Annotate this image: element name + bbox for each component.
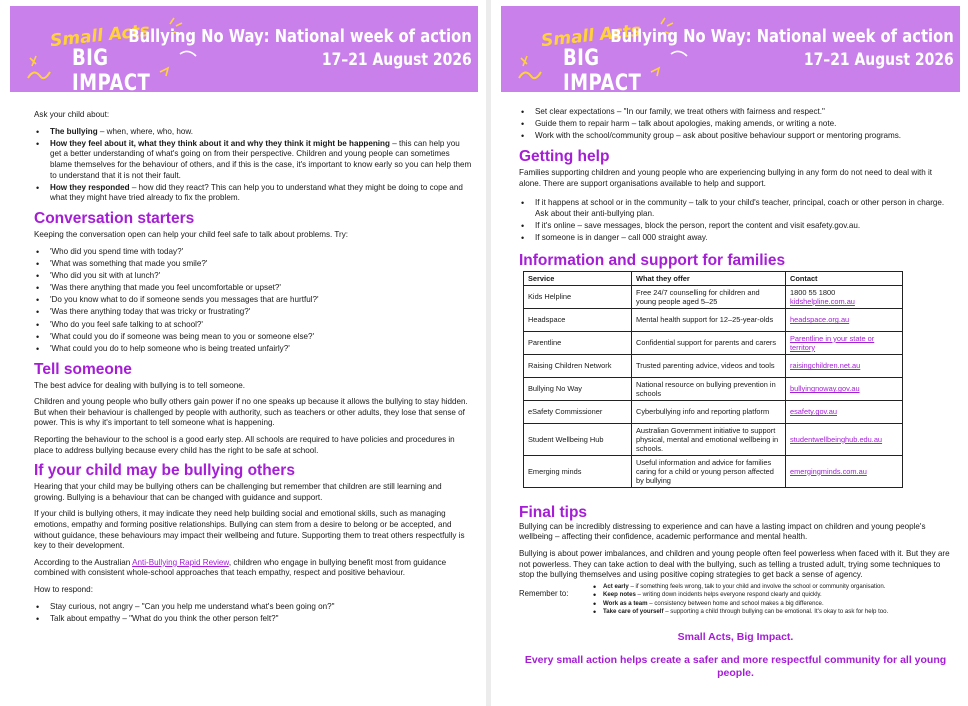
service-name: Bullying No Way: [524, 377, 632, 400]
services-table: [523, 271, 903, 488]
tell-paragraph-1: The best advice for dealing with bullying is to tell someone.: [34, 380, 246, 390]
getting-help-list: [519, 198, 952, 244]
list-item: • 'Was there anything today that was tricky or frustrating?': [34, 307, 472, 318]
service-name: eSafety Commissioner: [524, 400, 632, 423]
service-name: Kids Helpline: [524, 285, 632, 308]
tips-paragraph-2: Bullying is about power imbalances, and children and young people often feel powerless when faced with it. But they are not powerless. They can take action to deal with the bullying, such as telling a trusted adult, trying some techniques to stop the bullying themselves and using positive coping strategies to get back a sense of agency.: [519, 548, 950, 580]
service-link[interactable]: raisingchildren.net.au: [790, 361, 861, 371]
service-contact: [786, 455, 903, 487]
list-item: • Work with the school/community group – ask about positive behaviour support or mentoring programs.: [519, 131, 952, 142]
remember-label: Remember to:: [519, 588, 569, 598]
bullying-paragraph-2: If your child is bullying others, it may indicate they need help building social and emotional skills, such as managing emotions, empathy and forming positive relationships. Bullying can stem from a desire to belong or be accepted, and without guidance, these behaviours may impact their wellbeing and future. Supporting them to treat others respectfully is key to their development.: [34, 509, 465, 551]
conversation-heading: Conversation starters: [34, 209, 195, 227]
service-name: Student Wellbeing Hub: [524, 423, 632, 455]
bullying-paragraph-1: Hearing that your child may be bullying others can be challenging but remember that children are still learning and growing. Bullying is a behaviour that can be changed with guidance and support.: [34, 482, 442, 502]
table-row: [524, 308, 903, 331]
item-bold: Take care of yourself: [603, 608, 664, 616]
list-item: • If it's online – save messages, block the person, report the content and visit esafety.gov.au.: [519, 221, 952, 232]
banner-dates: 17–21 August 2026: [322, 50, 472, 70]
service-name: Parentline: [524, 331, 632, 354]
list-item: • 'Who did you spend time with today?': [34, 247, 472, 258]
squiggle-decoration-icon: [24, 50, 54, 84]
phone-number: 1800 55 1800: [790, 287, 836, 297]
table-row: [524, 400, 903, 423]
item-text: – supporting a child through bullying can be emotional. It's okay to ask for help too.: [663, 608, 889, 616]
logo-big-text: BIG IMPACT: [563, 46, 642, 96]
ask-list: [34, 127, 472, 204]
service-offer: Free 24/7 counselling for children and young people aged 5–25: [632, 285, 786, 308]
table-row: [524, 285, 903, 308]
left-content: [34, 110, 472, 630]
item-text: – when, where, who, how.: [97, 126, 194, 136]
list-item: • Set clear expectations – "In our family, we treat others with fairness and respect.": [519, 107, 952, 118]
service-link[interactable]: headspace.org.au: [790, 315, 850, 325]
list-item: • 'Who do you feel safe talking to at school?': [34, 320, 472, 331]
table-row: [524, 331, 903, 354]
list-item: [591, 608, 888, 617]
service-name: Raising Children Network: [524, 354, 632, 377]
banner-event-name: Bullying No Way: National week of action: [610, 26, 954, 47]
anti-bullying-review-link[interactable]: Anti-Bullying Rapid Review: [132, 557, 229, 567]
conversation-list: [34, 247, 472, 355]
banner-event-name: Bullying No Way: National week of action: [128, 26, 472, 47]
service-contact: [786, 400, 903, 423]
item-bold: The bullying: [50, 126, 98, 136]
item-bold: How they feel about it, what they think about it and why they think it might be happening: [50, 138, 390, 148]
item-bold: Act early: [603, 582, 629, 590]
item-text: – writing down incidents helps everyone respond clearly and quickly.: [635, 591, 822, 599]
list-item: • Talk about empathy – "What do you think the other person felt?": [34, 614, 472, 625]
list-item: [591, 600, 888, 609]
bullying-others-heading: If your child may be bullying others: [34, 462, 295, 480]
closing-tagline: Small Acts, Big Impact.: [677, 631, 794, 644]
banner-title: [53, 26, 472, 70]
service-offer: Useful information and advice for families caring for a child or young person affected by bullying: [632, 455, 786, 487]
banner-title: [535, 26, 954, 70]
column-header-contact: Contact: [786, 271, 903, 285]
tell-paragraph-2: Children and young people who bully others gain power if no one speaks up because it allows the bullying to stay hidden. But when their behaviour is challenged by people with authority, such as teachers or other adults, they lose that sense of power. This is why it's important to tell someone what is happening.: [34, 397, 468, 428]
getting-help-heading: Getting help: [519, 147, 610, 165]
list-item: • 'Do you know what to do if someone sends you messages that are hurtful?': [34, 295, 472, 306]
column-header-service: Service: [524, 271, 632, 285]
service-offer: National resource on bullying prevention in schools: [632, 377, 786, 400]
list-item: [591, 591, 888, 600]
list-item: [34, 127, 472, 138]
information-heading: Information and support for families: [519, 251, 786, 269]
header-banner: [10, 6, 478, 96]
getting-help-paragraph: Families supporting children and young people who are experiencing bullying in any form do not need to deal with it alone. There are support organisations available to help and support.: [519, 167, 933, 188]
service-contact: [786, 423, 903, 455]
list-item: • 'Was there anything that made you feel uncomfortable or upset?': [34, 283, 472, 294]
table-row: [524, 455, 903, 487]
closing-message: [519, 631, 952, 680]
service-offer: Mental health support for 12–25-year-olds: [632, 308, 786, 331]
remember-list: [591, 583, 888, 617]
list-item: • 'What could you do if someone was being mean to you or someone else?': [34, 332, 472, 343]
bullying-paragraph-3: [34, 558, 472, 579]
respond-list: [34, 602, 472, 625]
respond-intro: How to respond:: [34, 584, 93, 594]
list-item: [34, 139, 472, 181]
paragraph-text: , children who engage in bullying benefit most from guidance combined with consistent whole-school approaches that teach empathy, respect and positive behaviour.: [34, 557, 447, 578]
service-link[interactable]: emergingminds.com.au: [790, 466, 867, 476]
banner-dates: 17–21 August 2026: [804, 50, 954, 70]
conversation-intro: Keeping the conversation open can help your child feel safe to talk about problems. Try:: [34, 229, 349, 239]
closing-statement: Every small action helps create a safer and more respectful community for all young people.: [524, 654, 947, 680]
service-offer: Confidential support for parents and carers: [632, 331, 786, 354]
final-tips-heading: Final tips: [519, 503, 588, 521]
item-text: – how did they react? This can help you to understand what they might be doing to cope and what they might have tried already to fix the problem.: [50, 182, 463, 203]
item-bold: Work as a team: [603, 599, 648, 607]
service-link[interactable]: Parentline in your state or territory: [790, 333, 875, 352]
tell-paragraph-3: Reporting the behaviour to the school is a good early step. All schools are required to have policies and procedures in place to address bullying because every child has the right to be safe at school.: [34, 435, 455, 455]
header-banner: [501, 6, 960, 96]
list-item: • 'What was something that made you smile?': [34, 259, 472, 270]
logo-big-text: BIG IMPACT: [72, 46, 151, 96]
item-text: – if something feels wrong, talk to your child and involve the school or community organisation.: [628, 582, 886, 590]
service-link[interactable]: bullyingnoway.gov.au: [790, 384, 860, 394]
service-contact: [786, 308, 903, 331]
logo-small-text: Small Acts: [540, 20, 642, 52]
service-contact: [786, 331, 903, 354]
service-offer: Trusted parenting advice, videos and tools: [632, 354, 786, 377]
list-item: • If someone is in danger – call 000 straight away.: [519, 233, 952, 244]
table-header-row: [524, 271, 903, 285]
page-right: [491, 0, 968, 706]
service-name: Headspace: [524, 308, 632, 331]
list-item: [34, 183, 472, 204]
logo-small-text: Small Acts: [49, 20, 151, 52]
service-link[interactable]: esafety.gov.au: [790, 407, 837, 417]
table-row: [524, 354, 903, 377]
item-bold: How they responded: [50, 182, 130, 192]
list-item: • Guide them to repair harm – talk about apologies, making amends, or writing a note.: [519, 119, 952, 130]
tell-someone-heading: Tell someone: [34, 360, 132, 378]
service-contact: [786, 377, 903, 400]
service-link[interactable]: kidshelpline.com.au: [790, 296, 855, 306]
table-row: [524, 377, 903, 400]
column-header-offer: What they offer: [632, 271, 786, 285]
table-row: [524, 423, 903, 455]
ask-intro: Ask your child about:: [34, 110, 110, 119]
list-item: • If it happens at school or in the community – talk to your child's teacher, principal, coach or other person in charge. Ask about their anti-bullying plan.: [519, 198, 952, 219]
paragraph-text: According to the Australian: [34, 557, 133, 567]
remember-block: [519, 583, 952, 617]
right-content: [519, 107, 952, 680]
list-item: [591, 583, 888, 592]
continued-respond-list: [519, 107, 952, 142]
service-offer: Cyberbullying info and reporting platform: [632, 400, 786, 423]
service-contact: [786, 285, 903, 308]
list-item: • 'What could you do to help someone who is being treated unfairly?': [34, 344, 472, 355]
list-item: • Stay curious, not angry – "Can you help me understand what's been going on?": [34, 602, 472, 613]
item-text: – this can help you get a better understanding of what's going on from their perspective. Children and young people can sometimes blame themselves for the behaviour of others, and if this is the case, it's important to know early so you can help them to understand that it is not their fault.: [50, 138, 472, 180]
service-contact: [786, 354, 903, 377]
tips-paragraph-1: Bullying can be incredibly distressing to experience and can have a lasting impact on children and young people's wellbeing – affecting their confidence, academic performance and mental health.: [519, 521, 926, 542]
list-item: • 'Who did you sit with at lunch?': [34, 271, 472, 282]
service-offer: Australian Government initiative to support physical, mental and emotional wellbeing in schools.: [632, 423, 786, 455]
item-text: – consistency between home and school makes a big difference.: [647, 599, 824, 607]
service-link[interactable]: studentwellbeinghub.edu.au: [790, 434, 883, 444]
service-name: Emerging minds: [524, 455, 632, 487]
item-bold: Keep notes: [603, 591, 636, 599]
